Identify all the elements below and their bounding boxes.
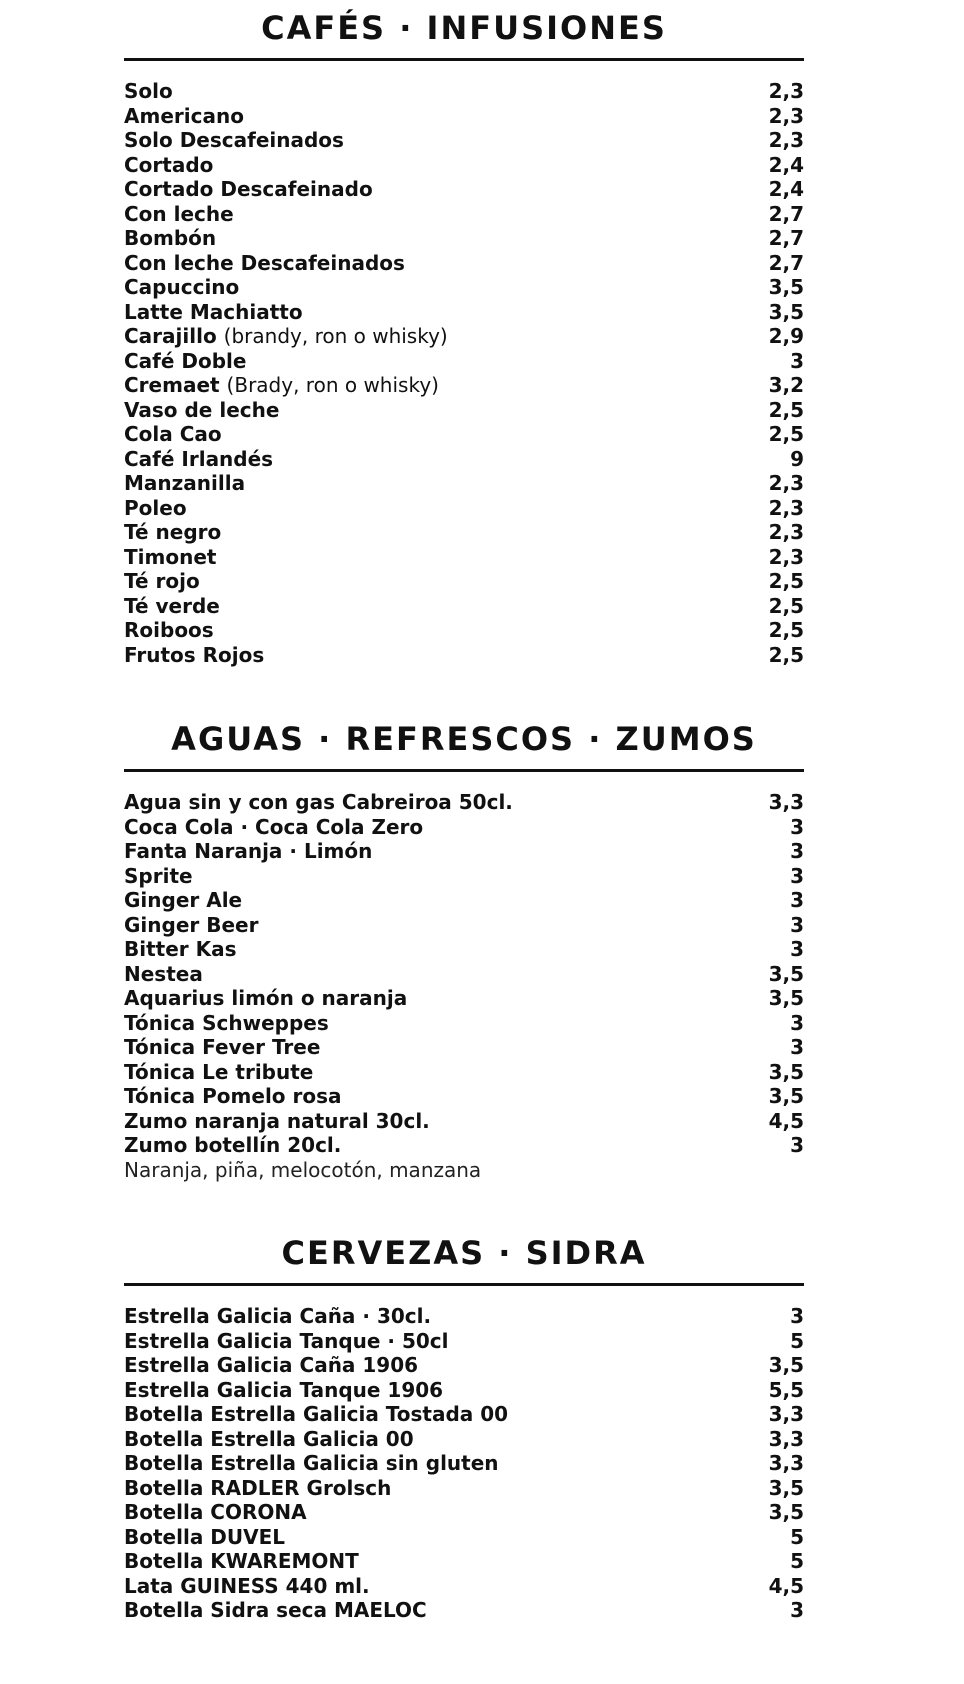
item-price: 3 xyxy=(790,1035,804,1059)
item-price: 2,4 xyxy=(768,177,804,201)
item-label xyxy=(124,300,303,325)
item-price: 9 xyxy=(790,446,804,471)
item-note: (Brady, ron o whisky) xyxy=(226,373,439,397)
item-price: 3,5 xyxy=(768,299,804,324)
section-title: CERVEZAS · SIDRA xyxy=(281,1234,647,1272)
item-name: Tónica Schweppes xyxy=(124,1010,329,1035)
item-price: 3,5 xyxy=(768,1475,804,1500)
item-price: 3,5 xyxy=(768,1353,804,1377)
menu-item xyxy=(124,520,804,545)
item-label xyxy=(124,913,258,938)
item-label xyxy=(124,643,264,668)
item-name: Café Doble xyxy=(124,348,247,373)
item-label xyxy=(124,1011,329,1036)
menu-item xyxy=(124,177,804,202)
menu-item xyxy=(124,1378,804,1403)
item-name: Bitter Kas xyxy=(124,937,237,961)
item-label xyxy=(124,1427,414,1452)
item-label xyxy=(124,1549,359,1574)
item-price: 3,3 xyxy=(768,1426,804,1451)
item-label xyxy=(124,1109,430,1134)
item-label xyxy=(124,1060,313,1085)
item-name: Americano xyxy=(124,103,244,128)
menu-item xyxy=(124,104,804,129)
item-price: 3,2 xyxy=(768,373,804,397)
item-name: Tónica Fever Tree xyxy=(124,1035,321,1059)
item-price: 2,5 xyxy=(768,569,804,593)
menu-item xyxy=(124,1427,804,1452)
menu-item xyxy=(124,1011,804,1036)
menu-item xyxy=(124,594,804,619)
item-label xyxy=(124,226,216,251)
item-price: 5 xyxy=(790,1549,804,1573)
item-price: 3,5 xyxy=(768,986,804,1010)
item-label xyxy=(124,275,239,300)
item-price: 3 xyxy=(790,839,804,863)
item-label xyxy=(124,1378,443,1403)
item-name: Agua sin y con gas Cabreiroa 50cl. xyxy=(124,790,513,814)
menu-item xyxy=(124,569,804,594)
section-title: CAFÉS · INFUSIONES xyxy=(261,9,667,47)
item-label xyxy=(124,1500,307,1525)
item-price: 5 xyxy=(790,1328,804,1353)
item-price: 3 xyxy=(790,937,804,961)
menu-item xyxy=(124,839,804,864)
item-label xyxy=(124,864,193,889)
item-label xyxy=(124,1133,341,1158)
menu-item xyxy=(124,300,804,325)
menu-item xyxy=(124,398,804,423)
item-label xyxy=(124,594,220,619)
menu-item xyxy=(124,790,804,815)
item-name: Nestea xyxy=(124,961,203,986)
menu-item xyxy=(124,1451,804,1476)
menu-item xyxy=(124,275,804,300)
item-name: Botella DUVEL xyxy=(124,1524,286,1549)
item-name: Té negro xyxy=(124,520,222,544)
item-name: Botella CORONA xyxy=(124,1500,307,1524)
item-name: Estrella Galicia Tanque 1906 xyxy=(124,1377,444,1402)
item-label xyxy=(124,618,214,643)
menu-item xyxy=(124,864,804,889)
item-price: 4,5 xyxy=(768,1573,804,1598)
item-name: Té rojo xyxy=(124,569,200,593)
item-label xyxy=(124,373,439,398)
item-label xyxy=(124,1304,431,1329)
item-label xyxy=(124,153,213,178)
item-name: Coca Cola · Coca Cola Zero xyxy=(124,814,424,839)
item-label xyxy=(124,496,187,521)
menu-item xyxy=(124,128,804,153)
item-label xyxy=(124,1084,342,1109)
item-label xyxy=(124,177,373,202)
item-label xyxy=(124,447,273,472)
item-label xyxy=(124,79,173,104)
item-price: 4,5 xyxy=(768,1108,804,1133)
item-name: Timonet xyxy=(124,544,217,569)
item-name: Cortado Descafeinado xyxy=(124,177,373,201)
item-name: Estrella Galicia Caña 1906 xyxy=(124,1353,419,1377)
item-name: Con leche Descafeinados xyxy=(124,250,405,275)
section-divider xyxy=(124,1283,804,1286)
item-price: 2,7 xyxy=(768,201,804,226)
section-title: AGUAS · REFRESCOS · ZUMOS xyxy=(171,720,757,758)
item-price: 2,3 xyxy=(768,103,804,128)
item-name: Cortado xyxy=(124,152,214,177)
menu-item xyxy=(124,349,804,374)
item-label xyxy=(124,986,407,1011)
item-price: 2,3 xyxy=(768,79,804,103)
item-price: 3 xyxy=(790,1010,804,1035)
item-note: (brandy, ron o whisky) xyxy=(223,324,448,348)
item-price: 2,3 xyxy=(768,544,804,569)
item-price: 3,3 xyxy=(768,1402,804,1426)
menu-item xyxy=(124,888,804,913)
item-label xyxy=(124,1329,449,1354)
item-name: Té verde xyxy=(124,593,220,618)
menu-item xyxy=(124,471,804,496)
item-name: Botella Sidra seca MAELOC xyxy=(124,1598,427,1622)
item-price: 3 xyxy=(790,888,804,912)
item-price: 2,3 xyxy=(768,495,804,520)
section-cafes-infusiones xyxy=(124,8,804,667)
menu-item xyxy=(124,1109,804,1134)
menu-item xyxy=(124,1353,804,1378)
menu-item xyxy=(124,1598,804,1623)
menu-item xyxy=(124,1304,804,1329)
item-label xyxy=(124,202,234,227)
item-name: Ginger Ale xyxy=(124,888,243,912)
item-price: 2,3 xyxy=(768,520,804,544)
menu-item xyxy=(124,251,804,276)
item-price: 3 xyxy=(790,1133,804,1157)
item-name: Latte Machiatto xyxy=(124,299,303,324)
section-aguas-refrescos-zumos xyxy=(124,719,804,1182)
item-name: Poleo xyxy=(124,495,187,520)
item-label xyxy=(124,1402,508,1427)
item-price: 5,5 xyxy=(768,1377,804,1402)
item-name: Botella KWAREMONT xyxy=(124,1549,359,1573)
item-name: Carajillo xyxy=(124,324,217,348)
item-name: Sprite xyxy=(124,863,193,888)
item-price: 2,4 xyxy=(768,152,804,177)
item-price: 2,3 xyxy=(768,471,804,495)
menu-item xyxy=(124,153,804,178)
item-price: 3,5 xyxy=(768,1084,804,1108)
item-price: 2,5 xyxy=(768,397,804,422)
menu-item xyxy=(124,1035,804,1060)
item-price: 2,9 xyxy=(768,324,804,348)
menu-item xyxy=(124,1549,804,1574)
item-price: 3,5 xyxy=(768,275,804,299)
item-label xyxy=(124,324,448,349)
item-name: Botella Estrella Galicia sin gluten xyxy=(124,1451,499,1475)
item-name: Café Irlandés xyxy=(124,446,274,471)
item-label xyxy=(124,1476,391,1501)
item-label xyxy=(124,962,203,987)
item-label xyxy=(124,888,242,913)
item-name: Con leche xyxy=(124,201,234,226)
menu-item xyxy=(124,1329,804,1354)
item-name: Aquarius limón o naranja xyxy=(124,986,408,1010)
item-label xyxy=(124,104,244,129)
zumo-flavours-note: Naranja, piña, melocotón, manzana xyxy=(124,1157,482,1182)
menu-item xyxy=(124,1060,804,1085)
item-name: Estrella Galicia Caña · 30cl. xyxy=(124,1304,432,1328)
item-label xyxy=(124,1353,418,1378)
item-label xyxy=(124,1451,499,1476)
item-name: Vaso de leche xyxy=(124,397,280,422)
item-name: Tónica Pomelo rosa xyxy=(124,1084,342,1108)
item-name: Estrella Galicia Tanque · 50cl xyxy=(124,1328,449,1353)
item-name: Cremaet xyxy=(124,373,220,397)
item-price: 3,5 xyxy=(768,1059,804,1084)
menu-item xyxy=(124,324,804,349)
item-price: 2,5 xyxy=(768,422,804,446)
item-label xyxy=(124,471,245,496)
menu-item xyxy=(124,1402,804,1427)
item-label xyxy=(124,349,246,374)
item-price: 2,5 xyxy=(768,618,804,642)
item-label xyxy=(124,128,344,153)
item-price: 3 xyxy=(790,1304,804,1328)
item-price: 3,5 xyxy=(768,1500,804,1524)
item-name: Manzanilla xyxy=(124,471,246,495)
item-price: 2,7 xyxy=(768,250,804,275)
menu-item xyxy=(124,545,804,570)
item-name: Solo xyxy=(124,79,173,103)
menu-item xyxy=(124,1084,804,1109)
item-name: Ginger Beer xyxy=(124,912,259,937)
item-price: 3,3 xyxy=(768,1451,804,1475)
menu-item xyxy=(124,962,804,987)
item-name: Solo Descafeinados xyxy=(124,128,344,152)
item-name: Botella Estrella Galicia Tostada 00 xyxy=(124,1402,509,1426)
menu-item xyxy=(124,202,804,227)
menu-item xyxy=(124,618,804,643)
item-label xyxy=(124,398,279,423)
item-label xyxy=(124,839,372,864)
item-price: 3,5 xyxy=(768,961,804,986)
menu-item xyxy=(124,79,804,104)
item-price: 3 xyxy=(790,863,804,888)
section-divider xyxy=(124,58,804,61)
menu-item xyxy=(124,1574,804,1599)
item-price: 2,3 xyxy=(768,128,804,152)
item-label xyxy=(124,937,237,962)
item-price: 3 xyxy=(790,348,804,373)
menu-item xyxy=(124,422,804,447)
item-label xyxy=(124,251,405,276)
item-label xyxy=(124,1035,320,1060)
item-label xyxy=(124,422,222,447)
item-name: Zumo naranja natural 30cl. xyxy=(124,1108,430,1133)
item-name: Bombón xyxy=(124,226,217,250)
item-price: 2,5 xyxy=(768,642,804,667)
menu-item xyxy=(124,447,804,472)
item-name: Botella RADLER Grolsch xyxy=(124,1475,392,1500)
item-label xyxy=(124,1574,370,1599)
item-label xyxy=(124,815,423,840)
item-label xyxy=(124,1525,285,1550)
item-label xyxy=(124,569,200,594)
item-label xyxy=(124,545,216,570)
item-price: 3,3 xyxy=(768,790,804,814)
item-price: 3 xyxy=(790,814,804,839)
menu-list xyxy=(124,790,804,1158)
item-name: Frutos Rojos xyxy=(124,642,265,667)
item-price: 3 xyxy=(790,1598,804,1622)
item-name: Capuccino xyxy=(124,275,240,299)
menu-item xyxy=(124,815,804,840)
item-price: 2,5 xyxy=(768,593,804,618)
item-name: Lata GUINESS 440 ml. xyxy=(124,1573,370,1598)
item-name: Roiboos xyxy=(124,618,214,642)
menu-list xyxy=(124,1304,804,1623)
menu-item xyxy=(124,496,804,521)
item-label xyxy=(124,520,221,545)
menu-item xyxy=(124,226,804,251)
item-name: Tónica Le tribute xyxy=(124,1059,314,1084)
item-label xyxy=(124,790,513,815)
item-name: Botella Estrella Galicia 00 xyxy=(124,1426,414,1451)
menu-item xyxy=(124,1133,804,1158)
menu-item xyxy=(124,643,804,668)
menu-item xyxy=(124,1500,804,1525)
section-divider xyxy=(124,769,804,772)
section-cervezas-sidra xyxy=(124,1233,804,1623)
item-price: 2,7 xyxy=(768,226,804,250)
menu-item xyxy=(124,986,804,1011)
menu-item xyxy=(124,373,804,398)
item-name: Cola Cao xyxy=(124,422,222,446)
item-name: Zumo botellín 20cl. xyxy=(124,1133,342,1157)
menu-item xyxy=(124,937,804,962)
menu-item xyxy=(124,1525,804,1550)
item-label xyxy=(124,1598,427,1623)
item-price: 5 xyxy=(790,1524,804,1549)
menu-item xyxy=(124,1476,804,1501)
menu-list xyxy=(124,79,804,667)
item-name: Fanta Naranja · Limón xyxy=(124,839,373,863)
menu-item xyxy=(124,913,804,938)
item-price: 3 xyxy=(790,912,804,937)
